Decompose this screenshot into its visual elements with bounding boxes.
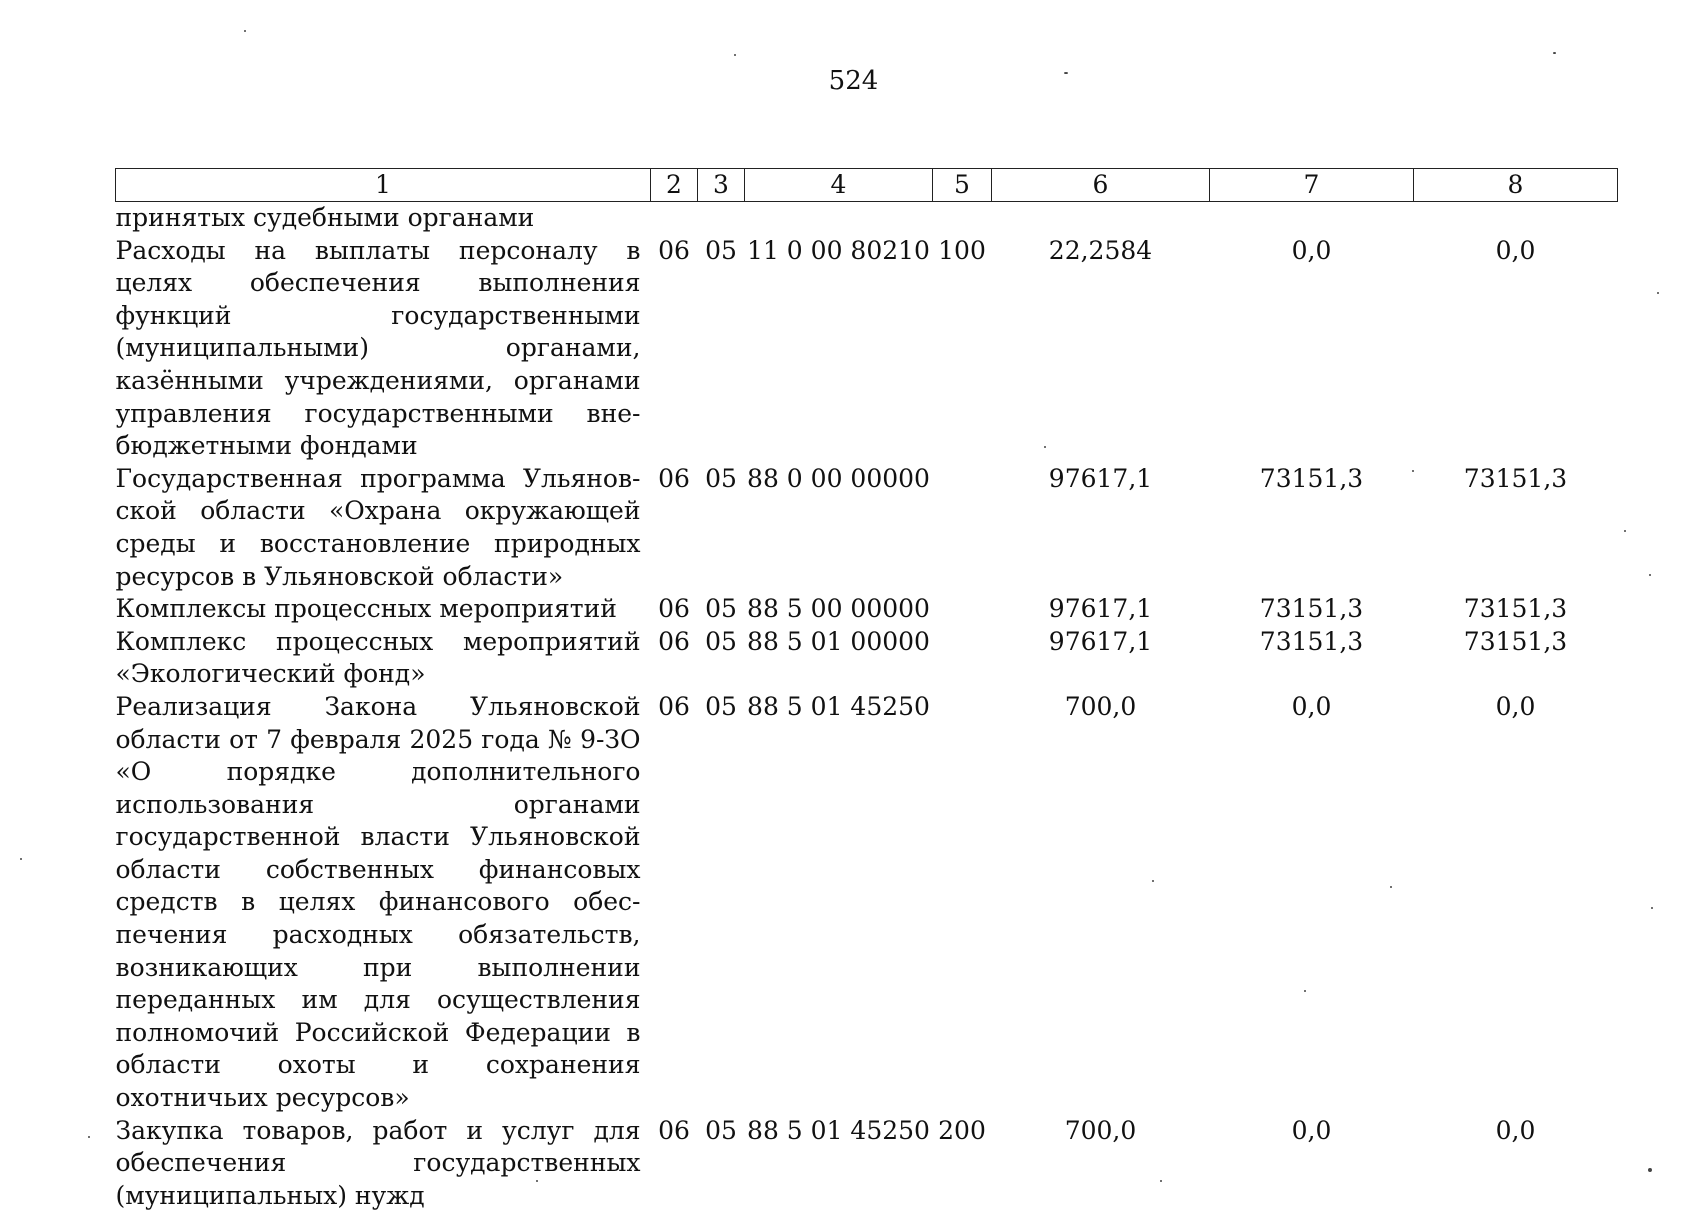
row-subsection: 05 [698, 626, 745, 691]
scan-speck [1649, 574, 1651, 576]
header-col-6: 6 [992, 169, 1210, 202]
row-amount-3: 73151,3 [1414, 593, 1618, 626]
row-name: Государственная программа Ульяновской области «Охрана окружающей среды и восстановление природных ресурсов в Ульяновской области» [116, 463, 651, 593]
row-name: Реализация Закона Ульяновской области от 7 февраля 2025 года № 9-ЗО «О порядке дополнительного использования органами государственной власти Ульяновской области собственных финансовых средств в целях финансового обеспечения расходных обязательств, возникающих при выполнении переданных им для осуществления полномочий Российской Федерации в области охоты и сохранения охотничьих ресурсов» [116, 691, 651, 1115]
row-subsection: 05 [698, 691, 745, 1115]
table-row [116, 593, 1618, 626]
row-target-code: 88 5 01 45250 [745, 1115, 933, 1212]
row-amount-1: 97617,1 [992, 463, 1210, 593]
row-target-code: 11 0 00 80210 [745, 235, 933, 463]
row-expense-type [933, 626, 992, 691]
row-subsection: 05 [698, 235, 745, 463]
header-col-8: 8 [1414, 169, 1618, 202]
row-section: 06 [651, 463, 698, 593]
row-section: 06 [651, 593, 698, 626]
scan-speck [244, 30, 246, 32]
row-target-code: 88 0 00 00000 [745, 463, 933, 593]
scan-speck [1651, 907, 1653, 909]
scan-speck [1390, 886, 1392, 888]
table-body [116, 202, 1618, 1212]
row-target-code: 88 5 00 00000 [745, 593, 933, 626]
header-col-7: 7 [1210, 169, 1414, 202]
row-name: Закупка товаров, работ и услуг для обеспечения государственных (муниципальных) нужд [116, 1115, 651, 1212]
row-target-code: 88 5 01 45250 [745, 691, 933, 1115]
table-row [116, 691, 1618, 1115]
row-amount-1: 700,0 [992, 691, 1210, 1115]
row-amount-1: 97617,1 [992, 626, 1210, 691]
table-row [116, 463, 1618, 593]
row-expense-type [933, 463, 992, 593]
row-subsection: 05 [698, 1115, 745, 1212]
row-amount-3: 73151,3 [1414, 463, 1618, 593]
row-amount-2: 0,0 [1210, 235, 1414, 463]
row-amount-2: 73151,3 [1210, 463, 1414, 593]
row-target-code: 88 5 01 00000 [745, 626, 933, 691]
row-section: 06 [651, 626, 698, 691]
header-col-1: 1 [116, 169, 651, 202]
continuation-text: принятых судебными органами [116, 202, 1618, 235]
scan-speck [1304, 990, 1306, 992]
row-amount-3: 0,0 [1414, 1115, 1618, 1212]
page-number: 524 [0, 66, 1707, 96]
scan-speck [734, 54, 736, 56]
scan-speck [1657, 292, 1659, 294]
continuation-row [116, 202, 1618, 235]
table-row [116, 235, 1618, 463]
header-col-5: 5 [933, 169, 992, 202]
row-subsection: 05 [698, 593, 745, 626]
row-name: Расходы на выплаты персоналу в целях обеспечения выполнения функций государственными (муниципальными) органами, казёнными учреждениями, органами управления государственными внебюджетными фондами [116, 235, 651, 463]
row-name: Комплексы процессных мероприятий [116, 593, 651, 626]
row-amount-2: 73151,3 [1210, 593, 1414, 626]
row-name: Комплекс процессных мероприятий «Экологический фонд» [116, 626, 651, 691]
scan-speck [1648, 1168, 1652, 1172]
budget-table [115, 168, 1618, 1212]
scan-speck [88, 1136, 90, 1138]
header-col-3: 3 [698, 169, 745, 202]
row-amount-3: 0,0 [1414, 691, 1618, 1115]
row-amount-1: 97617,1 [992, 593, 1210, 626]
scan-speck [1152, 880, 1154, 882]
row-section: 06 [651, 235, 698, 463]
scan-speck [20, 858, 22, 860]
table-row [116, 626, 1618, 691]
scan-speck [1624, 530, 1626, 532]
scan-speck [1412, 470, 1414, 472]
row-amount-1: 700,0 [992, 1115, 1210, 1212]
scan-speck [1553, 52, 1556, 54]
row-amount-2: 73151,3 [1210, 626, 1414, 691]
row-expense-type: 100 [933, 235, 992, 463]
row-expense-type [933, 691, 992, 1115]
row-expense-type: 200 [933, 1115, 992, 1212]
row-amount-3: 73151,3 [1414, 626, 1618, 691]
row-section: 06 [651, 691, 698, 1115]
header-col-2: 2 [651, 169, 698, 202]
row-expense-type [933, 593, 992, 626]
row-subsection: 05 [698, 463, 745, 593]
header-col-4: 4 [745, 169, 933, 202]
scan-speck [1160, 1180, 1162, 1182]
row-amount-2: 0,0 [1210, 691, 1414, 1115]
row-amount-2: 0,0 [1210, 1115, 1414, 1212]
header-row [116, 169, 1618, 202]
table-header [116, 169, 1618, 202]
scan-speck [1044, 446, 1046, 448]
scan-speck [536, 1180, 538, 1182]
table-row [116, 1115, 1618, 1212]
row-section: 06 [651, 1115, 698, 1212]
scan-speck [1064, 72, 1068, 74]
row-amount-3: 0,0 [1414, 235, 1618, 463]
row-amount-1: 22,2584 [992, 235, 1210, 463]
